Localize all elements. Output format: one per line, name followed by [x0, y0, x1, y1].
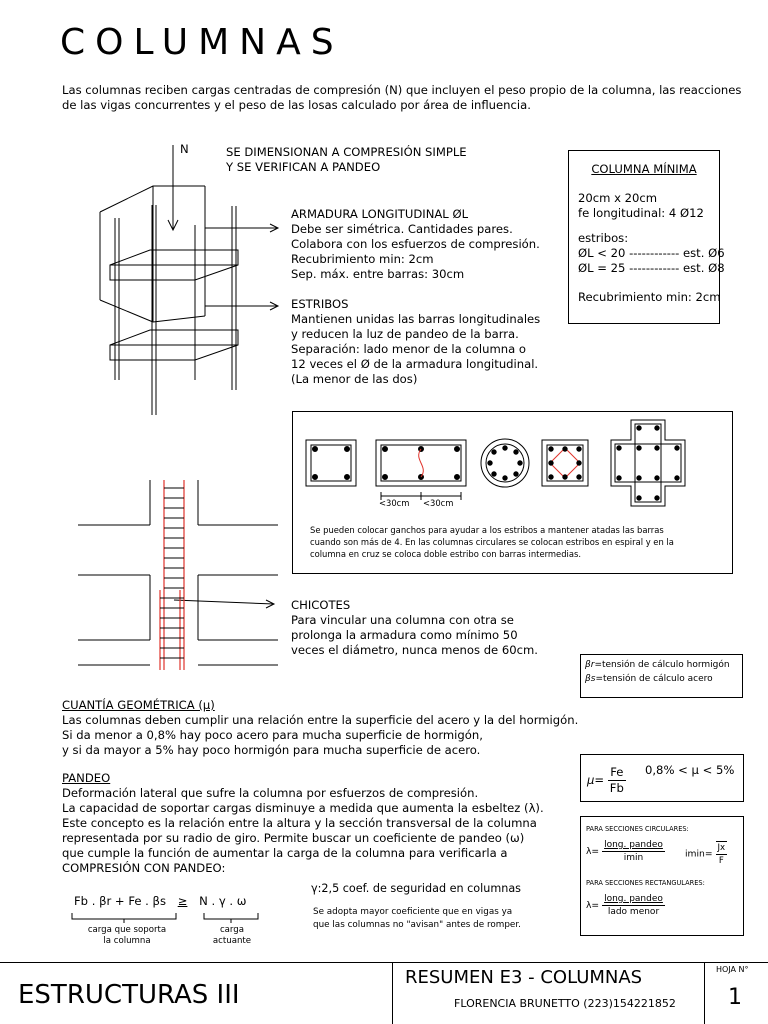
- armadura-heading: ARMADURA LONGITUDINAL ØL: [291, 207, 469, 221]
- beta-s-text: =tensión de cálculo acero: [595, 674, 713, 684]
- rect-title: PARA SECCIONES RECTANGULARES:: [586, 879, 705, 887]
- chicotes-line: veces el diámetro, nunca menos de 60cm.: [291, 643, 538, 657]
- left-caption: [74, 925, 180, 947]
- dimension-line: SE DIMENSIONAN A COMPRESIÓN SIMPLE: [226, 145, 467, 159]
- safety-note: [313, 906, 521, 932]
- sections-note-line: cuando son más de 4. En las columnas circulares se colocan estribos en espiral y en la: [310, 537, 674, 547]
- safety-note-line: que las columnas no "avisan" antes de romper.: [313, 920, 521, 930]
- columna-minima-fe: fe longitudinal: 4 Ø12: [578, 206, 704, 220]
- dimension-label: <30cm: [379, 498, 410, 508]
- mu-symbol: μ=: [587, 773, 605, 787]
- right-caption: [204, 925, 260, 947]
- caption-line: actuante: [212, 936, 252, 946]
- sections-box: [292, 411, 733, 574]
- cuantia-line: y si da mayor a 5% hay poco hormigón para mucha superficie de acero.: [62, 743, 481, 757]
- pandeo-line: que cumple la función de aumentar la carga de la columna para verificarla a: [62, 846, 508, 860]
- estribos-line: Separación: lado menor de la columna o: [291, 342, 526, 356]
- sheet-label: HOJA N°: [716, 965, 749, 974]
- pandeo-line: La capacidad de soportar cargas disminuye a medida que aumenta la esbeltez (λ).: [62, 801, 544, 815]
- cross-sections-drawing: [293, 412, 732, 522]
- beta-r-line: [585, 659, 742, 671]
- circular-formula: [586, 839, 665, 864]
- rect-fraction: [602, 893, 665, 918]
- rect-formula: [586, 893, 665, 918]
- mu-denominator: Fb: [609, 781, 624, 795]
- mu-fraction: [608, 765, 626, 796]
- armadura-line: Sep. máx. entre barras: 30cm: [291, 267, 465, 281]
- summary-title: RESUMEN E3 - COLUMNAS: [405, 967, 643, 988]
- circular-fraction: [602, 839, 665, 864]
- estribos-line: 12 veces el Ø de la armadura longitudinal.: [291, 357, 539, 371]
- imin-jx: Jx: [717, 843, 726, 853]
- columna-minima-heading: COLUMNA MÍNIMA: [591, 162, 697, 176]
- armadura-line: Colabora con los esfuerzos de compresión.: [291, 237, 540, 251]
- circular-title: PARA SECCIONES CIRCULARES:: [586, 825, 689, 833]
- n-label: N: [180, 142, 189, 156]
- intro-line: de las vigas concurrentes y el peso de las losas calculado por área de influencia.: [62, 98, 531, 112]
- beta-box: [580, 654, 743, 698]
- estribos-block: [291, 297, 540, 387]
- sections-note-line: columna en cruz se coloca doble estribo con barras intermedias.: [310, 549, 582, 559]
- course-name: ESTRUCTURAS III: [18, 980, 240, 1010]
- intro-line: Las columnas reciben cargas centradas de compresión (N) que incluyen el peso propio de la columna, las reacciones: [62, 83, 742, 97]
- columna-minima-recubrimiento: Recubrimiento min: 2cm: [578, 290, 721, 304]
- lambda-symbol: λ=: [586, 846, 600, 857]
- cuantia-line: Las columnas deben cumplir una relación entre la superficie del acero y la del hormigón.: [62, 713, 579, 727]
- lambda-box: [580, 816, 744, 936]
- caption-line: carga: [219, 925, 245, 935]
- imin-formula: [685, 841, 727, 867]
- rect-denominator: lado menor: [607, 907, 660, 917]
- beta-r-symbol: βr: [585, 660, 595, 670]
- caption-line: carga que soporta: [87, 925, 167, 935]
- sheet-number: 1: [728, 985, 742, 1010]
- mu-range: 0,8% < μ < 5%: [645, 763, 735, 777]
- estribos-heading: ESTRIBOS: [291, 297, 349, 311]
- caption-line: la columna: [103, 936, 151, 946]
- estribos-line: Mantienen unidas las barras longitudinales: [291, 312, 541, 326]
- chicotes-line: prolonga la armadura como mínimo 50: [291, 628, 518, 642]
- page-title: COLUMNAS: [60, 22, 344, 63]
- safety-note-line: Se adopta mayor coeficiente que en vigas ya: [313, 907, 513, 917]
- gamma-note: γ:2,5 coef. de seguridad en columnas: [311, 882, 522, 895]
- chicotes-heading: CHICOTES: [291, 598, 351, 612]
- lambda-symbol: λ=: [586, 900, 600, 911]
- imin-label: imin=: [685, 848, 713, 860]
- estribos-line: y reducen la luz de pandeo de la barra.: [291, 327, 519, 341]
- formula-ge: ≥: [177, 894, 188, 908]
- columna-minima-row: ØL < 20 ------------ est. Ø6: [578, 246, 725, 260]
- armadura-line: Recubrimiento min: 2cm: [291, 252, 434, 266]
- formula-right: N . γ . ω: [199, 894, 247, 908]
- pandeo-line: Deformación lateral que sufre la columna por esfuerzos de compresión.: [62, 786, 479, 800]
- columna-minima-size: 20cm x 20cm: [578, 191, 658, 205]
- dimension-text: [226, 145, 467, 175]
- cuantia-line: Si da menor a 0,8% hay poco acero para mucha superficie de hormigón,: [62, 728, 483, 742]
- cuantia-heading: CUANTÍA GEOMÉTRICA (μ): [62, 698, 215, 712]
- column-3d-diagram: [90, 140, 300, 430]
- estribos-line: (La menor de las dos): [291, 372, 418, 386]
- pandeo-line: COMPRESIÓN CON PANDEO:: [62, 861, 226, 875]
- cuantia-block: [62, 698, 578, 758]
- formula-braces: [70, 911, 280, 925]
- columna-minima-row: ØL = 25 ------------ est. Ø8: [578, 261, 725, 275]
- circular-denominator: imin: [623, 853, 644, 863]
- chicotes-line: Para vincular una columna con otra se: [291, 613, 514, 627]
- beta-r-text: =tensión de cálculo hormigón: [594, 660, 730, 670]
- columna-minima-estribos-label: estribos:: [578, 231, 629, 245]
- footer-divider: [392, 962, 393, 1024]
- pandeo-line: Este concepto es la relación entre la altura y la sección transversal de la columna: [62, 816, 537, 830]
- columna-minima-box: [568, 150, 725, 324]
- imin-f: F: [718, 856, 724, 866]
- pandeo-formula: [74, 894, 246, 908]
- chicotes-diagram: [78, 480, 300, 670]
- footer-rule: [0, 962, 768, 963]
- beta-s-symbol: βs: [585, 674, 596, 684]
- beta-s-line: [585, 673, 742, 685]
- sections-note: [310, 524, 674, 560]
- formula-left: Fb . βr + Fe . βs: [74, 894, 166, 908]
- mu-box: [580, 754, 744, 802]
- dimension-label: <30cm: [423, 498, 454, 508]
- pandeo-block: [62, 771, 544, 876]
- mu-numerator: Fe: [608, 765, 626, 781]
- mu-formula: [587, 765, 626, 796]
- pandeo-heading: PANDEO: [62, 771, 111, 785]
- imin-root: [716, 841, 728, 867]
- author-line: FLORENCIA BRUNETTO (223)154221852: [454, 997, 676, 1010]
- dimension-line: Y SE VERIFICAN A PANDEO: [226, 160, 381, 174]
- armadura-line: Debe ser simétrica. Cantidades pares.: [291, 222, 513, 236]
- sections-note-line: Se pueden colocar ganchos para ayudar a los estribos a mantener atadas las barras: [310, 525, 664, 535]
- pandeo-line: representada por su radio de giro. Permite buscar un coeficiente de pandeo (ω): [62, 831, 525, 845]
- armadura-block: [291, 207, 540, 282]
- chicotes-block: [291, 598, 538, 658]
- rect-numerator: long. pandeo: [604, 894, 663, 904]
- circular-numerator: long. pandeo: [604, 840, 663, 850]
- footer-divider: [704, 962, 705, 1024]
- intro-text: [62, 83, 741, 113]
